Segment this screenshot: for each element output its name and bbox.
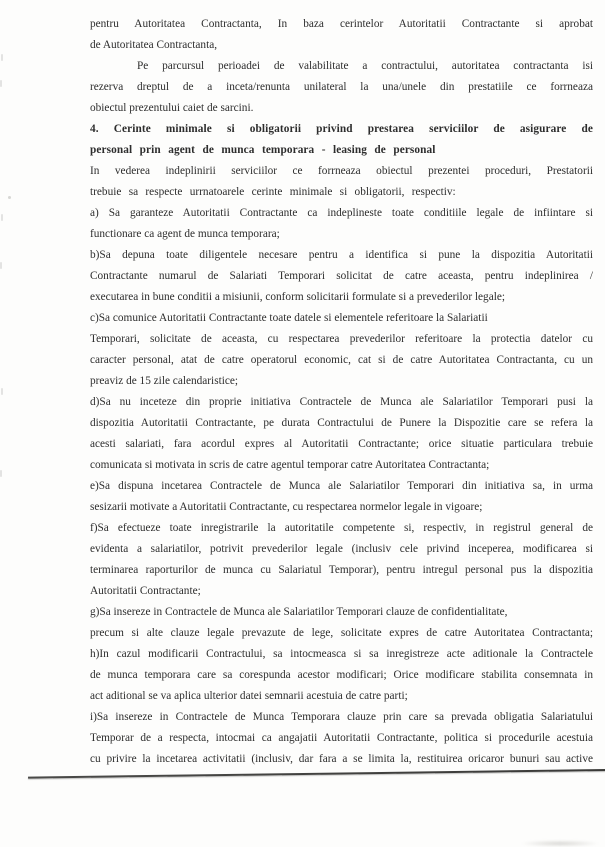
text-line: executarea in bune conditii a misiunii, conform solicitarii formulate si a prevederilor legale; xyxy=(90,291,506,303)
requirement-item-f xyxy=(90,518,593,602)
document-text xyxy=(90,14,593,770)
text-line: Temporar de a respecta, intocmai ca angajatii Autoritatii Contractante, politica si procedurile acestuia xyxy=(90,732,593,744)
text-line: Temporari, solicitate de aceasta, cu respectarea prevederilor referitoare la protectia datelor cu xyxy=(90,333,593,345)
heading-line: personal prin agent de munca temporara - leasing de personal xyxy=(90,144,436,156)
section-heading xyxy=(90,119,593,161)
text-line: rezerva dreptul de a inceta/renunta unilateral la una/unele din prestatiile ce forrneaza xyxy=(90,81,593,93)
text-line: act aditional se va aplica ulterior datei semnarii acestuia de catre parti; xyxy=(90,690,408,702)
text-line: preaviz de 15 zile calendaristice; xyxy=(90,375,239,387)
requirement-item-c xyxy=(90,308,593,392)
text-line: evidenta a salariatilor, potrivit prevederilor legale (inclusiv cele privind inceperea, modificarea si xyxy=(90,543,593,555)
requirement-item-d xyxy=(90,392,593,476)
text-line: Contractante numarul de Salariati Temporari solicitat de catre aceasta, pentru indeplinirea / xyxy=(90,270,593,282)
text-line: d)Sa nu inceteze din proprie initiativa Contractele de Munca ale Salariatilor Temporari pusi la xyxy=(90,396,593,408)
requirement-item-b xyxy=(90,245,593,308)
text-line: sesizarii motivate a Autoritatii Contractante, cu respectarea normelor legale in vigoare; xyxy=(90,501,483,513)
text-line: dispozitia Autoritatii Contractante, pe durata Contractului de Punere la Dispozitie care se refera la xyxy=(90,417,593,429)
text-line: de munca temporara care sa corespunda acestor modificari; Orice modificare stabilita consemnata in xyxy=(90,669,593,681)
requirement-item-a xyxy=(90,203,593,245)
scan-speck xyxy=(0,470,2,477)
scan-speck xyxy=(1,54,3,61)
text-line: caracter personal, atat de catre operatorul economic, cat si de catre Autoritatea Contractanta, cu un xyxy=(90,354,593,366)
text-line: g)Sa insereze in Contractele de Munca ale Salariatilor Temporari clauze de confidentialitate, xyxy=(90,606,508,618)
scan-speck xyxy=(1,214,3,221)
text-line: c)Sa comunice Autoritatii Contractante toate datele si elementele referitoare la Salariatii xyxy=(90,312,488,324)
paragraph-validity-clause xyxy=(90,56,593,119)
scan-speck xyxy=(1,388,3,395)
text-line: a) Sa garanteze Autoritatii Contractante ca indeplineste toate conditiile legale de infiintare si xyxy=(90,207,593,219)
text-line: b)Sa depuna toate diligentele necesare pentru a identifica si pune la dispozitia Autoritatii xyxy=(90,249,593,261)
requirement-item-h xyxy=(90,644,593,707)
text-line: f)Sa efectueze toate inregistrarile la autoritatile competente si, respectiv, in registrul general de xyxy=(90,522,593,534)
text-line: trebuie sa respecte urrnatoarele cerinte minimale si obligatorii, respectiv: xyxy=(90,186,456,198)
text-line: e)Sa dispuna incetarea Contractele de Munca ale Salariatilor Temporari din initiativa sa, in urma xyxy=(90,480,593,492)
text-line: functionare ca agent de munca temporara; xyxy=(90,228,280,240)
paragraph-continuation xyxy=(90,14,593,56)
text-line: obiectul prezentului caiet de sarcini. xyxy=(90,102,254,114)
footer-rule xyxy=(28,769,605,779)
text-line: comunicata si motivata in scris de catre agentul temporar catre Autoritatea Contractanta; xyxy=(90,459,490,471)
text-line: Autoritatii Contractante; xyxy=(90,585,201,597)
scan-speck xyxy=(0,262,2,269)
text-line: Pe parcursul perioadei de valabilitate a contractului, autoritatea contractanta isi xyxy=(137,60,593,72)
text-line: i)Sa insereze in Contractele de Munca Temporara clauze prin care sa prevada obligatia Salariatului xyxy=(90,711,593,723)
text-line: h)In cazul modificarii Contractului, sa intocmeasca si sa inregistreze acte aditionale la Contractele xyxy=(90,648,593,660)
text-line: pentru Autoritatea Contractanta, In baza cerintelor Autoritatii Contractante si aprobat xyxy=(90,18,593,30)
scan-speck xyxy=(8,196,11,199)
text-line: precum si alte clauze legale prevazute de lege, solicitate expres de catre Autoritatea Contractanta; xyxy=(90,627,593,639)
paragraph-intro xyxy=(90,161,593,203)
text-line: de Autoritatea Contractanta, xyxy=(90,39,218,51)
requirement-item-g xyxy=(90,602,593,644)
scan-speck xyxy=(0,80,2,87)
text-line: In vederea indeplinirii serviciilor ce forrneaza obiectul prezentei proceduri, Prestatorii xyxy=(90,165,593,177)
text-line: cu privire la incetarea activitatii (inclusiv, dar fara a se limita la, restituirea oricaror bunuri sau active xyxy=(90,753,593,765)
text-line: terminarea raporturilor de munca cu Salariatul Temporar), pentru intregul personal pus la dispozitia xyxy=(90,564,593,576)
requirement-item-i xyxy=(90,707,593,770)
heading-line: 4. Cerinte minimale si obligatorii privind prestarea serviciilor de asigurare de xyxy=(90,123,593,135)
requirement-item-e xyxy=(90,476,593,518)
scan-smudge xyxy=(520,840,600,847)
text-line: acesti salariati, fara acordul expres al Autoritatii Contractante; orice situatie particulara trebuie xyxy=(90,438,593,450)
